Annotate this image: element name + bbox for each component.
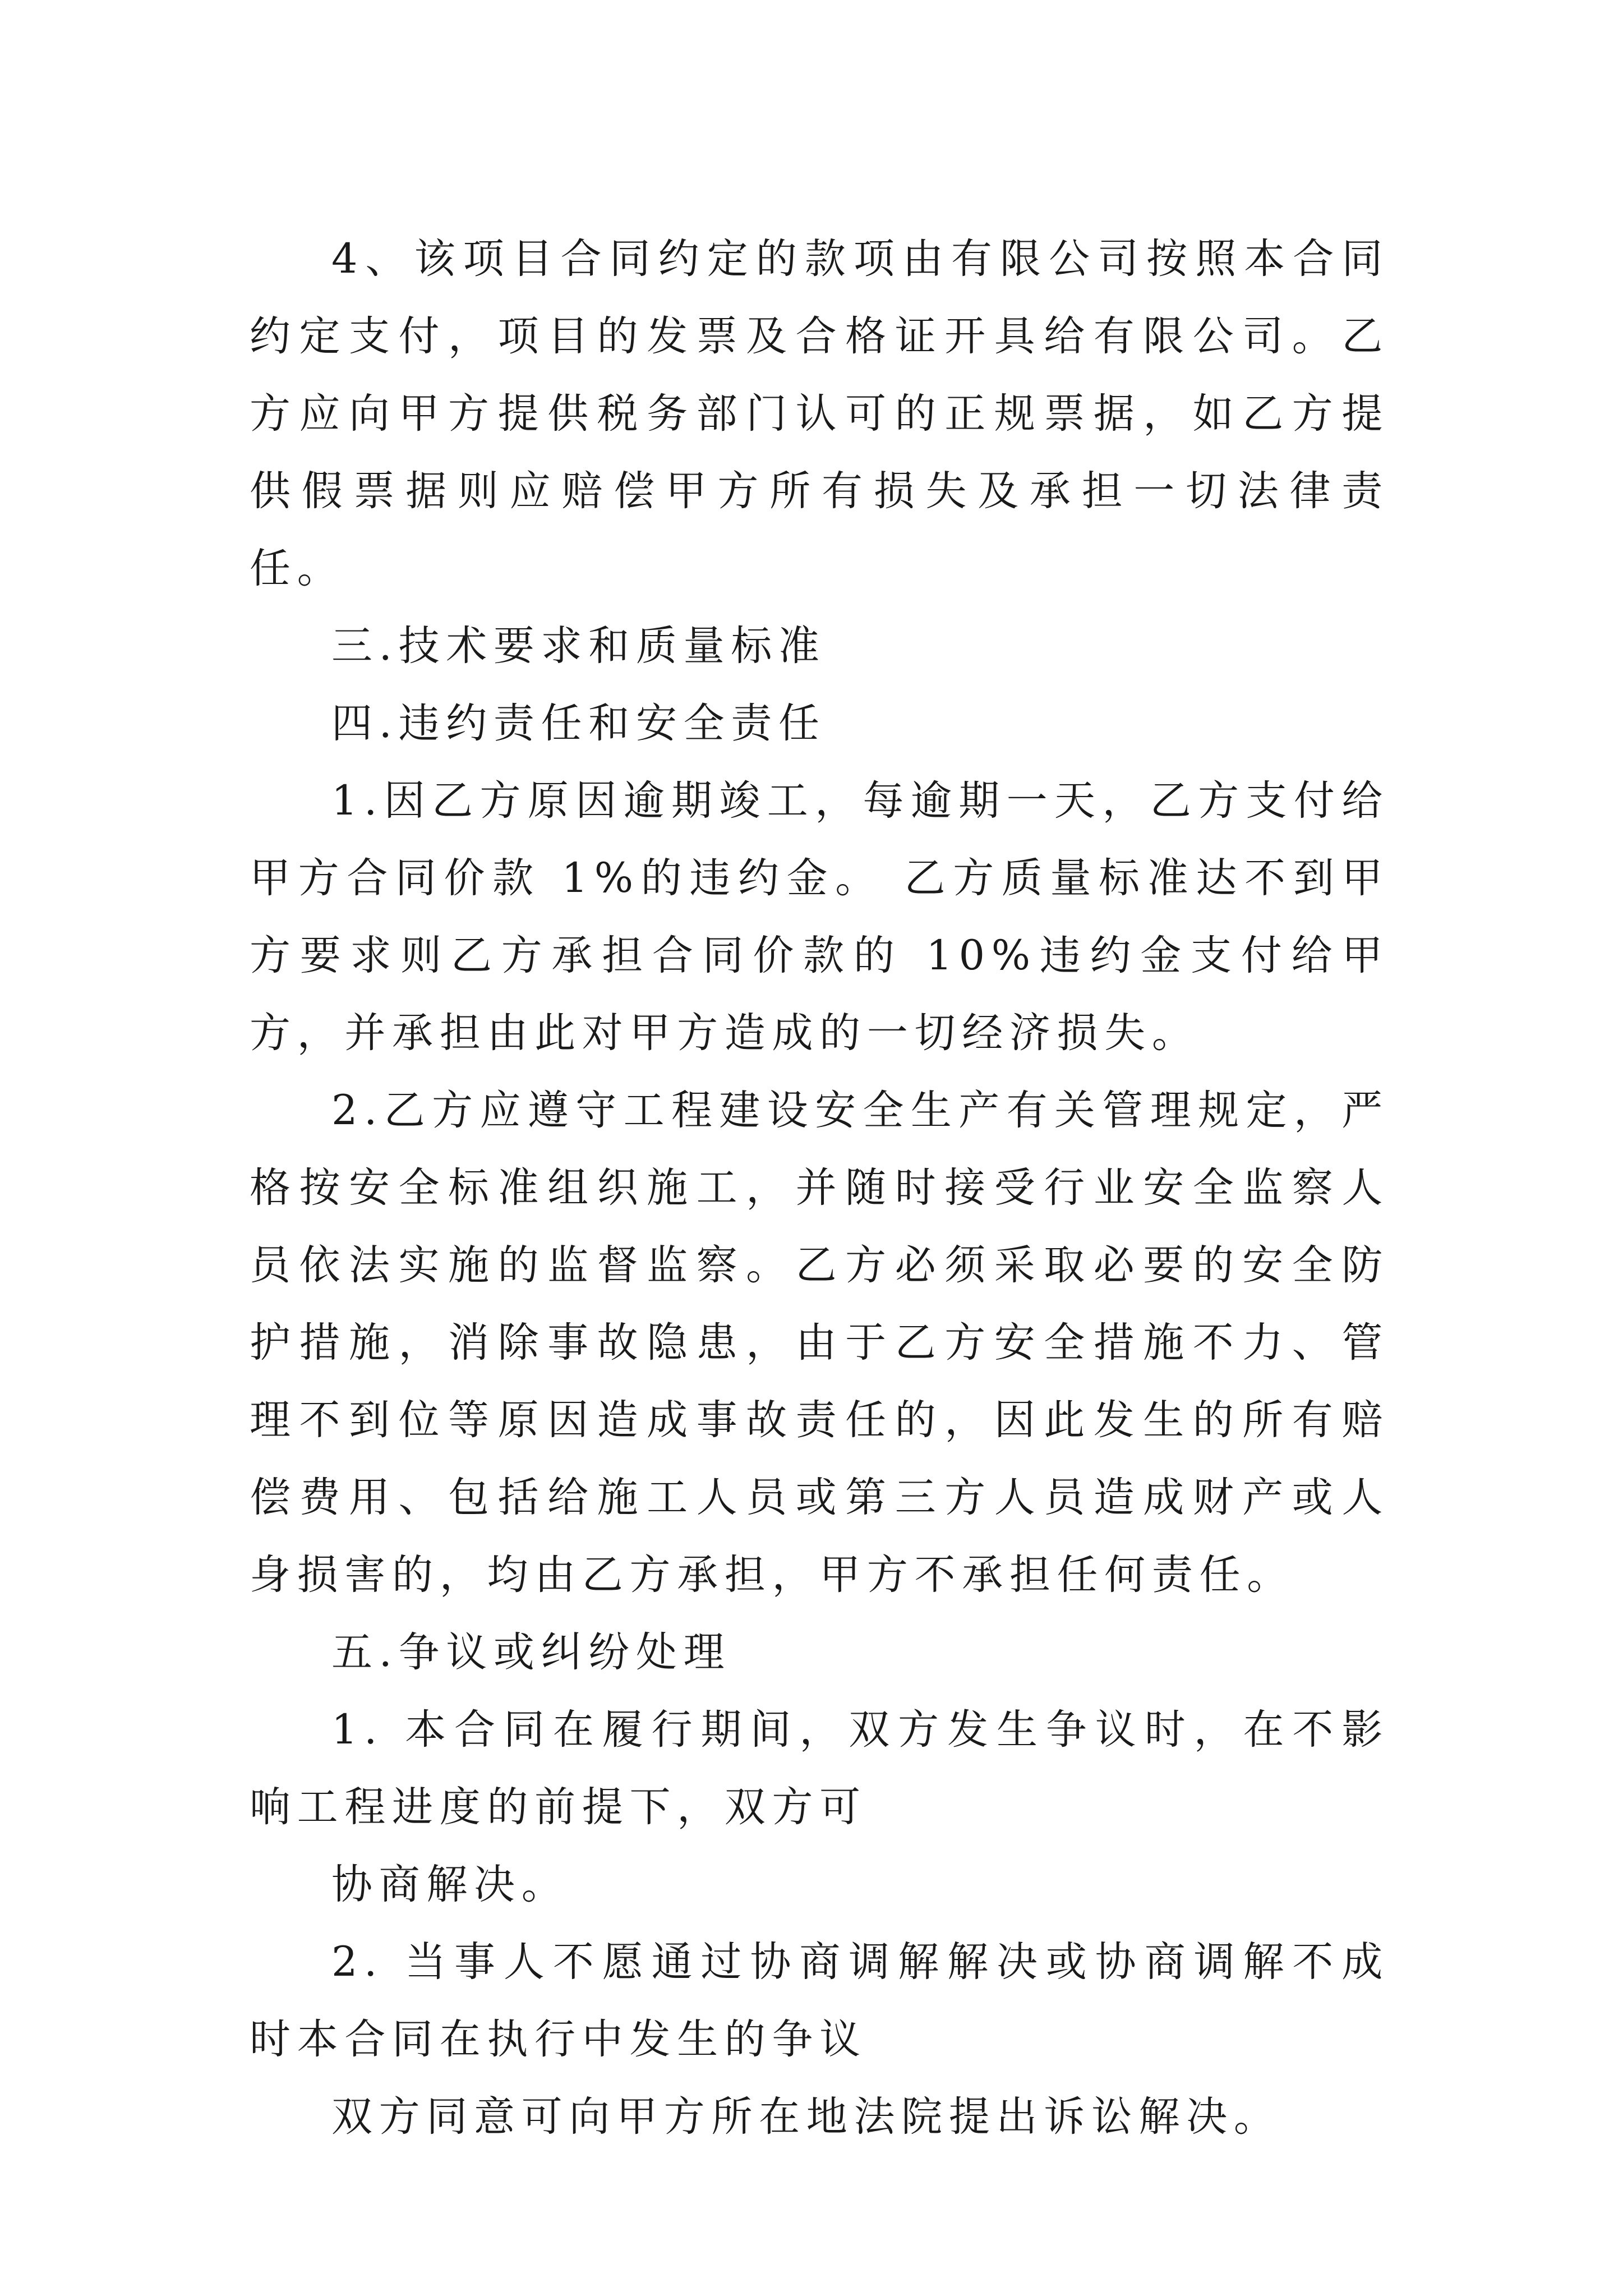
- paragraph-safety-obligation: 2.乙方应遵守工程建设安全生产有关管理规定，严格按安全标准组织施工，并随时接受行业安全监察人员依法实施的监督监察。乙方必须采取必要的安全防护措施，消除事故隐患，由于乙方安全措施不力、管理不到位等原因造成事故责任的，因此发生的所有赔偿费用、包括给施工人员或第三方人员造成财产或人身损害的，均由乙方承担，甲方不承担任何责任。: [250, 1087, 1389, 1599]
- heading-technical-quality: 三.技术要求和质量标准: [331, 622, 826, 670]
- paragraph-dispute-unresolved: 2. 当事人不愿通过协商调解解决或协商调解不成时本合同在执行中发生的争议: [250, 1938, 1389, 2063]
- paragraph-late-penalty: 1.因乙方原因逾期竣工，每逾期一天，乙方支付给甲方合同价款 1%的违约金。 乙方质量标准达不到甲方要求则乙方承担合同价款的 10%违约金支付给甲方，并承担由此对甲方造成的一切经济损失。: [250, 777, 1389, 1057]
- paragraph-negotiation-continued: 协商解决。: [331, 1861, 569, 1908]
- heading-liability-safety: 四.违约责任和安全责任: [331, 700, 826, 747]
- paragraph-litigation: 双方同意可向甲方所在地法院提出诉讼解决。: [331, 2093, 1281, 2141]
- paragraph-payment-invoice: 4、该项目合同约定的款项由有限公司按照本合同约定支付，项目的发票及合格证开具给有限公司。乙方应向甲方提供税务部门认可的正规票据，如乙方提供假票据则应赔偿甲方所有损失及承担一切法律责任。: [250, 235, 1389, 592]
- heading-dispute-resolution: 五.争议或纠纷处理: [331, 1628, 731, 1676]
- paragraph-dispute-negotiation: 1. 本合同在履行期间，双方发生争议时，在不影响工程进度的前提下，双方可: [250, 1706, 1389, 1831]
- document-body: [250, 220, 1389, 2156]
